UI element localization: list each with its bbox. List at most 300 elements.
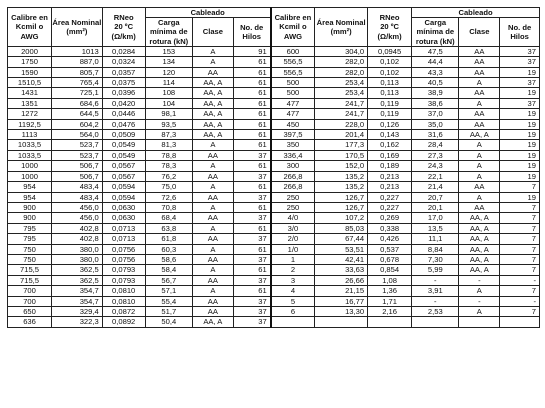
left-carga-cell: 104 [145,98,192,108]
left-clase-cell: AA [192,213,233,223]
right-clase-cell: A [459,140,500,150]
left-calibre-cell: 954 [8,192,52,202]
left-area-cell: 329,4 [52,306,103,316]
right-area-cell: 253,4 [315,88,368,98]
right-resistance-cell: 2,16 [368,306,412,316]
left-area-cell: 1013 [52,46,103,56]
right-resistance-cell: 0,213 [368,182,412,192]
left-resistance-cell: 0,0549 [102,140,145,150]
right-carga-cell: 35,0 [412,119,459,129]
left-carga-cell: 81,3 [145,140,192,150]
left-hilos-cell: 61 [233,286,270,296]
left-resistance-cell: 0,0630 [102,213,145,223]
left-resistance-cell: 0,0420 [102,98,145,108]
right-carga-cell: 22,1 [412,171,459,181]
table-row [8,57,540,67]
left-clase-cell: A [192,265,233,275]
right-hilos-cell: 7 [500,202,540,212]
left-hilos-cell: 61 [233,223,270,233]
left-area-cell: 805,7 [52,67,103,77]
left-resistance-cell: 0,0713 [102,234,145,244]
left-carga-cell: 68,4 [145,213,192,223]
right-hilos-cell: 19 [500,119,540,129]
right-clase-cell: A [459,150,500,160]
left-calibre-cell: 1033,5 [8,150,52,160]
right-area-cell: 53,51 [315,244,368,254]
left-carga-cell: 108 [145,88,192,98]
left-area-cell: 887,0 [52,57,103,67]
right-calibre-cell: 397,5 [271,130,315,140]
header-calibre-right: Calibre en Kcmil o AWG [271,8,315,47]
right-clase-cell: AA [459,119,500,129]
left-clase-cell: A [192,140,233,150]
right-carga-cell: 17,0 [412,213,459,223]
left-area-cell: 402,8 [52,223,103,233]
left-area-cell: 523,7 [52,140,103,150]
left-hilos-cell: 61 [233,57,270,67]
left-calibre-cell: 1272 [8,109,52,119]
right-area-cell: 170,5 [315,150,368,160]
left-calibre-cell: 1000 [8,161,52,171]
header-resistance-right-line2: 20 ºC [380,22,400,32]
table-row [8,234,540,244]
right-carga-cell [412,317,459,327]
right-resistance-cell: 0,269 [368,213,412,223]
right-hilos-cell: 37 [500,98,540,108]
left-area-cell: 380,0 [52,244,103,254]
left-clase-cell: AA [192,150,233,160]
right-calibre-cell: 6 [271,306,315,316]
right-hilos-cell: 7 [500,244,540,254]
right-carga-cell: 8,84 [412,244,459,254]
left-hilos-cell: 61 [233,98,270,108]
left-calibre-cell: 1033,5 [8,140,52,150]
right-area-cell: 201,4 [315,130,368,140]
left-carga-cell: 114 [145,78,192,88]
table-row [8,296,540,306]
right-calibre-cell: 556,5 [271,57,315,67]
right-resistance-cell: 0,426 [368,234,412,244]
left-calibre-cell: 900 [8,213,52,223]
right-clase-cell: A [459,192,500,202]
left-area-cell: 354,7 [52,286,103,296]
right-carga-cell: 37,0 [412,109,459,119]
left-carga-cell: 78,8 [145,150,192,160]
left-calibre-cell: 650 [8,306,52,316]
left-calibre-cell: 954 [8,182,52,192]
left-carga-cell: 72,6 [145,192,192,202]
header-area-right: Área Nominal (mm²) [315,8,368,47]
right-area-cell: 253,4 [315,78,368,88]
right-clase-cell: AA [459,202,500,212]
left-carga-cell: 87,3 [145,130,192,140]
left-calibre-cell: 1113 [8,130,52,140]
right-resistance-cell: 0,143 [368,130,412,140]
left-hilos-cell: 61 [233,67,270,77]
right-hilos-cell: 19 [500,140,540,150]
table-row [8,67,540,77]
left-calibre-cell: 900 [8,202,52,212]
left-carga-cell: 60,3 [145,244,192,254]
left-hilos-cell: 37 [233,192,270,202]
right-area-cell: 85,03 [315,223,368,233]
right-area-cell: 241,7 [315,109,368,119]
header-row-1 [8,8,540,18]
right-resistance-cell: 1,36 [368,286,412,296]
left-carga-cell: 78,3 [145,161,192,171]
right-calibre-cell: 477 [271,98,315,108]
table-row [8,317,540,327]
right-calibre-cell: 1/0 [271,244,315,254]
left-hilos-cell: 61 [233,140,270,150]
right-calibre-cell: 500 [271,88,315,98]
left-area-cell: 483,4 [52,192,103,202]
right-carga-cell: 3,91 [412,286,459,296]
left-resistance-cell: 0,0793 [102,275,145,285]
left-clase-cell: A [192,223,233,233]
left-hilos-cell: 61 [233,88,270,98]
right-carga-cell: - [412,296,459,306]
header-cableado: Cableado [145,8,271,18]
header-resistance [102,8,145,47]
left-resistance-cell: 0,0594 [102,182,145,192]
right-area-cell: 135,2 [315,171,368,181]
left-resistance-cell: 0,0567 [102,161,145,171]
right-area-cell: 282,0 [315,67,368,77]
left-carga-cell: 134 [145,57,192,67]
right-clase-cell: AA [459,57,500,67]
right-hilos-cell: 37 [500,57,540,67]
right-resistance-cell: 0,119 [368,109,412,119]
left-calibre-cell: 2000 [8,46,52,56]
left-area-cell: 523,7 [52,150,103,160]
left-area-cell: 456,0 [52,213,103,223]
right-clase-cell: AA, A [459,265,500,275]
right-area-cell: 228,0 [315,119,368,129]
left-clase-cell: AA, A [192,88,233,98]
right-carga-cell: 43,3 [412,67,459,77]
left-area-cell: 506,7 [52,171,103,181]
right-clase-cell: AA, A [459,130,500,140]
left-hilos-cell: 61 [233,109,270,119]
left-carga-cell: 58,6 [145,254,192,264]
left-carga-cell: 55,4 [145,296,192,306]
right-resistance-cell: 0,227 [368,192,412,202]
right-clase-cell: AA [459,46,500,56]
left-carga-cell: 63,8 [145,223,192,233]
left-area-cell: 322,3 [52,317,103,327]
left-clase-cell: A [192,182,233,192]
left-area-cell: 362,5 [52,275,103,285]
table-row [8,119,540,129]
table-row [8,78,540,88]
right-hilos-cell: 19 [500,109,540,119]
left-area-cell: 564,0 [52,130,103,140]
right-calibre-cell: 4 [271,286,315,296]
left-resistance-cell: 0,0713 [102,223,145,233]
left-hilos-cell: 37 [233,254,270,264]
right-clase-cell: A [459,78,500,88]
header-resistance-right [368,8,412,47]
right-carga-cell: 21,4 [412,182,459,192]
left-resistance-cell: 0,0324 [102,57,145,67]
left-calibre-cell: 715,5 [8,265,52,275]
left-calibre-cell: 1431 [8,88,52,98]
left-carga-cell: 93,5 [145,119,192,129]
table-row [8,223,540,233]
left-carga-cell: 57,1 [145,286,192,296]
right-calibre-cell: 450 [271,119,315,129]
right-resistance-cell: 1,08 [368,275,412,285]
left-clase-cell: A [192,202,233,212]
right-resistance-cell: 0,0945 [368,46,412,56]
right-calibre-cell: 1 [271,254,315,264]
header-carga: Carga mínima de rotura (kN) [145,18,192,47]
left-area-cell: 604,2 [52,119,103,129]
left-hilos-cell: 37 [233,171,270,181]
right-calibre-cell: 2/0 [271,234,315,244]
right-carga-cell: 5,99 [412,265,459,275]
right-carga-cell: - [412,275,459,285]
right-clase-cell: AA [459,182,500,192]
table-row [8,46,540,56]
right-carga-cell: 2,53 [412,306,459,316]
left-resistance-cell: 0,0756 [102,254,145,264]
right-clase-cell: AA [459,67,500,77]
left-carga-cell: 98,1 [145,109,192,119]
right-calibre-cell: 336,4 [271,150,315,160]
right-area-cell [315,317,368,327]
right-clase-cell: - [459,275,500,285]
left-resistance-cell: 0,0872 [102,306,145,316]
right-hilos-cell: 19 [500,67,540,77]
left-resistance-cell: 0,0810 [102,296,145,306]
right-calibre-cell [271,317,315,327]
left-carga-cell: 56,7 [145,275,192,285]
header-carga-right: Carga mínima de rotura (kN) [412,18,459,47]
left-hilos-cell: 61 [233,119,270,129]
left-resistance-cell: 0,0810 [102,286,145,296]
header-calibre: Calibre en Kcmil o AWG [8,8,52,47]
right-resistance-cell: 0,338 [368,223,412,233]
table-row [8,213,540,223]
table-row [8,109,540,119]
right-calibre-cell: 250 [271,192,315,202]
right-hilos-cell: - [500,296,540,306]
left-calibre-cell: 750 [8,254,52,264]
right-carga-cell: 7,30 [412,254,459,264]
left-area-cell: 684,6 [52,98,103,108]
left-resistance-cell: 0,0476 [102,119,145,129]
left-clase-cell: AA [192,234,233,244]
left-calibre-cell: 1510,5 [8,78,52,88]
left-carga-cell: 50,4 [145,317,192,327]
left-calibre-cell: 700 [8,286,52,296]
right-resistance-cell: 0,854 [368,265,412,275]
header-resistance-line1: RNeo [113,13,134,23]
right-calibre-cell: 3/0 [271,223,315,233]
right-area-cell: 282,0 [315,57,368,67]
left-carga-cell: 75,0 [145,182,192,192]
left-clase-cell: AA, A [192,317,233,327]
right-calibre-cell: 4/0 [271,213,315,223]
left-hilos-cell: 61 [233,78,270,88]
right-carga-cell: 27,3 [412,150,459,160]
table-row [8,182,540,192]
right-clase-cell: AA, A [459,234,500,244]
right-resistance-cell: 0,113 [368,88,412,98]
right-clase-cell: AA, A [459,254,500,264]
left-resistance-cell: 0,0892 [102,317,145,327]
left-hilos-cell: 61 [233,161,270,171]
right-carga-cell: 28,4 [412,140,459,150]
right-clase-cell: A [459,98,500,108]
right-hilos-cell: 37 [500,46,540,56]
table-row [8,150,540,160]
right-resistance-cell: 0,126 [368,119,412,129]
left-hilos-cell: 61 [233,202,270,212]
left-hilos-cell: 37 [233,213,270,223]
right-hilos-cell: 19 [500,171,540,181]
right-hilos-cell: 19 [500,150,540,160]
left-calibre-cell: 1750 [8,57,52,67]
conductor-specs-table [7,7,540,328]
left-resistance-cell: 0,0509 [102,130,145,140]
right-clase-cell: AA [459,88,500,98]
right-carga-cell: 11,1 [412,234,459,244]
right-area-cell: 33,63 [315,265,368,275]
right-area-cell: 13,30 [315,306,368,316]
left-resistance-cell: 0,0630 [102,202,145,212]
right-hilos-cell: 19 [500,130,540,140]
header-area: Área Nominal (mm²) [52,8,103,47]
header-resistance-line3: (Ω/km) [111,31,136,41]
right-clase-cell: A [459,161,500,171]
left-calibre-cell: 795 [8,234,52,244]
left-area-cell: 725,1 [52,88,103,98]
right-hilos-cell: 37 [500,78,540,88]
right-area-cell: 241,7 [315,98,368,108]
header-resistance-line2: 20 ºC [114,22,134,32]
right-carga-cell: 13,5 [412,223,459,233]
left-resistance-cell: 0,0793 [102,265,145,275]
right-resistance-cell: 0,113 [368,78,412,88]
header-resistance-right-line3: (Ω/km) [377,31,402,41]
left-area-cell: 354,7 [52,296,103,306]
right-resistance-cell: 1,71 [368,296,412,306]
right-area-cell: 107,2 [315,213,368,223]
left-clase-cell: AA [192,296,233,306]
left-resistance-cell: 0,0549 [102,150,145,160]
left-hilos-cell: 61 [233,244,270,254]
left-resistance-cell: 0,0357 [102,67,145,77]
table-row [8,192,540,202]
left-hilos-cell: 61 [233,265,270,275]
right-resistance-cell: 0,119 [368,98,412,108]
table-row [8,88,540,98]
table-row [8,161,540,171]
right-calibre-cell: 556,5 [271,67,315,77]
right-clase-cell [459,317,500,327]
left-carga-cell: 58,4 [145,265,192,275]
table-row [8,244,540,254]
left-calibre-cell: 1590 [8,67,52,77]
header-hilos: No. de Hilos [233,18,270,47]
right-area-cell: 21,15 [315,286,368,296]
right-clase-cell: AA [459,109,500,119]
left-hilos-cell: 37 [233,296,270,306]
left-hilos-cell: 61 [233,182,270,192]
right-calibre-cell: 5 [271,296,315,306]
left-hilos-cell: 37 [233,317,270,327]
right-clase-cell: AA, A [459,213,500,223]
right-resistance-cell: 0,537 [368,244,412,254]
right-calibre-cell: 350 [271,140,315,150]
right-clase-cell: - [459,296,500,306]
left-calibre-cell: 700 [8,296,52,306]
left-hilos-cell: 37 [233,150,270,160]
table-row [8,98,540,108]
right-hilos-cell: 7 [500,286,540,296]
right-area-cell: 126,7 [315,192,368,202]
left-clase-cell: AA, A [192,109,233,119]
left-carga-cell: 153 [145,46,192,56]
left-area-cell: 456,0 [52,202,103,212]
table-row [8,202,540,212]
right-clase-cell: AA, A [459,223,500,233]
right-resistance-cell [368,317,412,327]
left-calibre-cell: 636 [8,317,52,327]
right-area-cell: 177,3 [315,140,368,150]
left-area-cell: 362,5 [52,265,103,275]
table-row [8,171,540,181]
left-clase-cell: A [192,46,233,56]
right-calibre-cell: 477 [271,109,315,119]
left-hilos-cell: 61 [233,130,270,140]
right-carga-cell: 40,5 [412,78,459,88]
left-clase-cell: AA, A [192,130,233,140]
right-clase-cell: A [459,171,500,181]
left-clase-cell: AA, A [192,78,233,88]
right-area-cell: 67,44 [315,234,368,244]
header-clase-right: Clase [459,18,500,47]
right-carga-cell: 20,7 [412,192,459,202]
right-hilos-cell [500,317,540,327]
right-resistance-cell: 0,213 [368,171,412,181]
right-calibre-cell: 500 [271,78,315,88]
header-clase: Clase [192,18,233,47]
right-hilos-cell: 19 [500,161,540,171]
left-clase-cell: AA [192,275,233,285]
right-calibre-cell: 2 [271,265,315,275]
right-resistance-cell: 0,169 [368,150,412,160]
left-area-cell: 506,7 [52,161,103,171]
right-hilos-cell: 7 [500,254,540,264]
left-hilos-cell: 91 [233,46,270,56]
left-calibre-cell: 715,5 [8,275,52,285]
right-resistance-cell: 0,227 [368,202,412,212]
left-calibre-cell: 795 [8,223,52,233]
right-resistance-cell: 0,102 [368,67,412,77]
right-hilos-cell: 7 [500,306,540,316]
left-clase-cell: AA [192,171,233,181]
conductor-table-container [7,7,540,328]
left-area-cell: 644,5 [52,109,103,119]
left-carga-cell: 70,8 [145,202,192,212]
right-carga-cell: 31,6 [412,130,459,140]
header-cableado-right: Cableado [412,8,540,18]
left-hilos-cell: 37 [233,234,270,244]
